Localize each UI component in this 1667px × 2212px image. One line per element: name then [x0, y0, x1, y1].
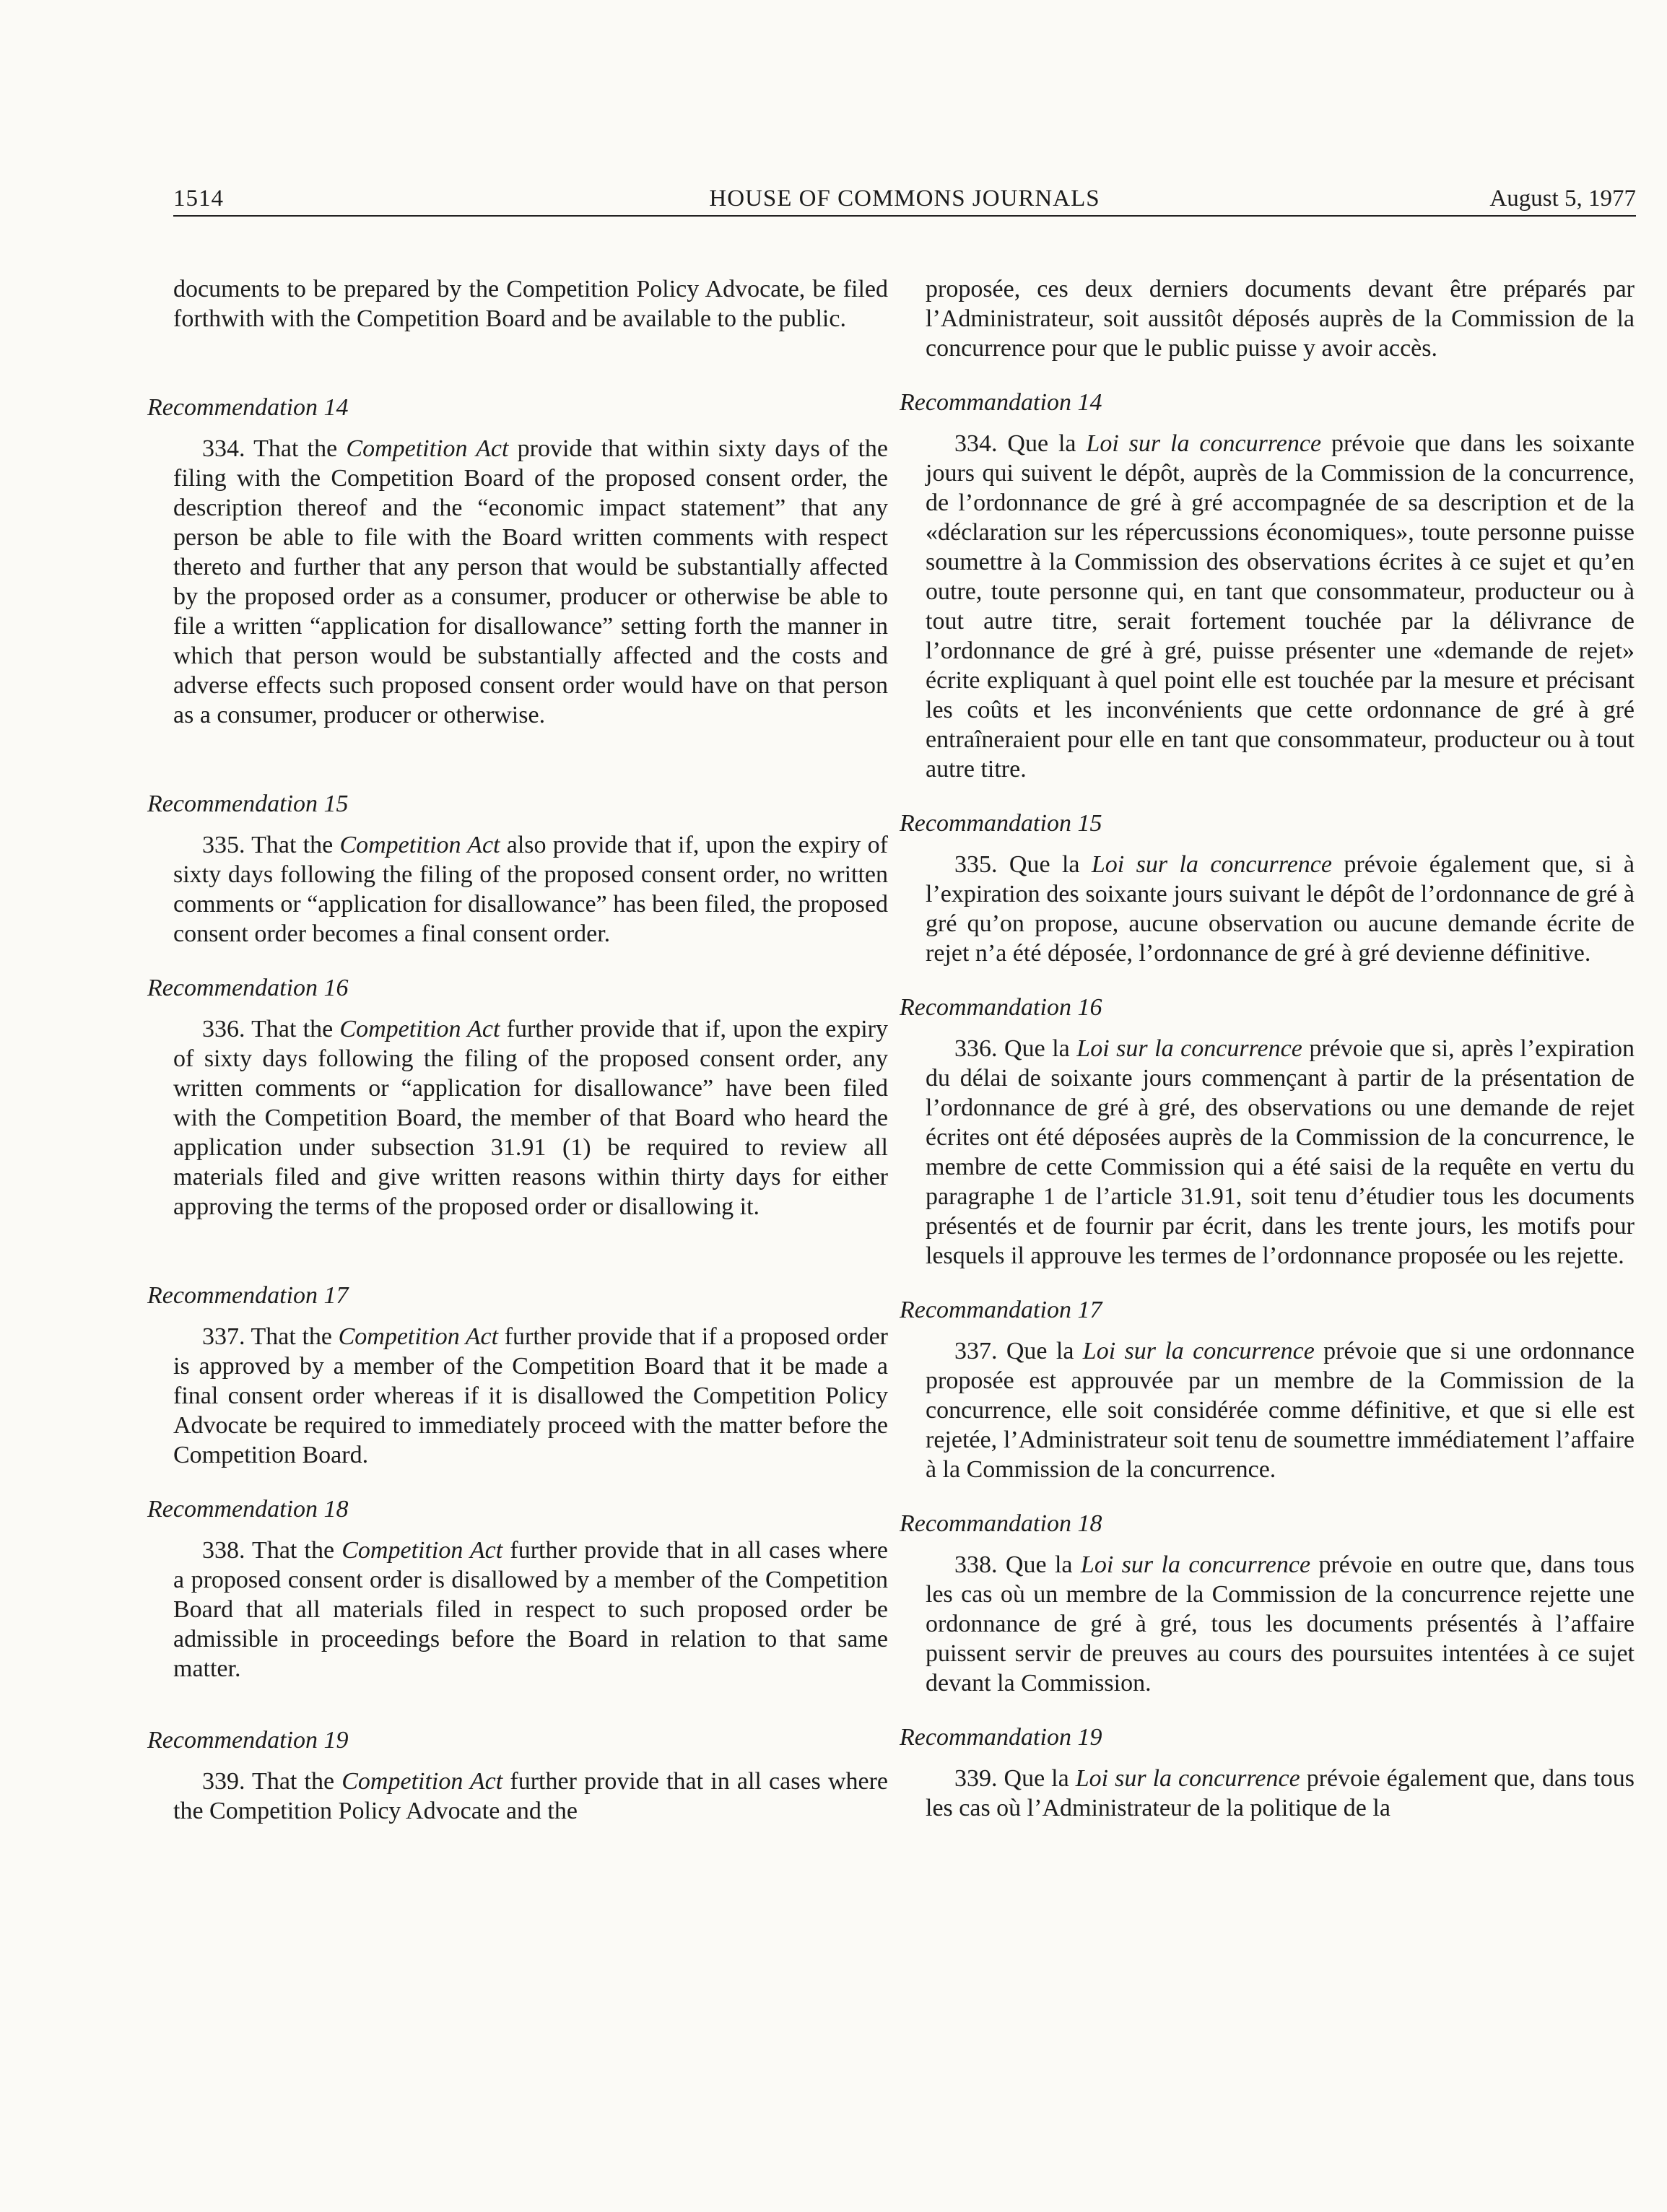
intro-paragraph: documents to be prepared by the Competition Policy Advocate, be filed forthwith with the Competition Board and be available to the public. — [173, 276, 888, 332]
recommendation-paragraph: 336. That the Competition Act further provide that if, upon the expiry of sixty days following the filing of the proposed consent order, any written comments or “application for disallowance” have been filed with the Competition Board, the member of that Board who heard the application under subsection 31.91 (1) be required to review all materials filed and give written reasons within thirty days for either approving the terms of the proposed order or disallowing it. — [173, 1016, 889, 1220]
recommendation-paragraph: 335. Que la Loi sur la concurrence prévoie également que, si à l’expiration des soixante jours suivant le dépôt de l’ordonnance de gré à gré qu’on propose, aucune observation ou aucune demande écrite de rejet n’a été déposée, l’ordonnance de gré à gré devienne définitive. — [926, 851, 1635, 967]
recommendation-heading: Recommandation 17 — [900, 1297, 1102, 1323]
page-number: 1514 — [173, 186, 224, 212]
recommendation-paragraph: 339. That the Competition Act further provide that in all cases where the Competition Policy Advocate and the — [173, 1768, 888, 1824]
journal-date: August 5, 1977 — [1489, 186, 1636, 212]
recommendation-heading: Recommandation 15 — [900, 810, 1102, 837]
recommendation-paragraph: 334. That the Competition Act provide that within sixty days of the filing with the Competition Board of the proposed consent order, the description thereof and the “economic impact statement” that any person be able to file with the Board written comments with respect thereto and further that any person that would be substantially affected by the proposed order as a consumer, producer or otherwise be able to file a written “application for disallowance” setting forth the manner in which that person would be substantially affected and the costs and adverse effects such proposed consent order would have on that person as a consumer, producer or otherwise. — [173, 435, 888, 728]
recommendation-paragraph: 337. Que la Loi sur la concurrence prévoie que si une ordonnance proposée est approuvée par un membre de la Commission de la concurrence, elle soit considérée comme définitive, et que si elle est rejetée, l’Administrateur soit tenu de soumettre immédiatement l’affaire à la Commission de la concurrence. — [926, 1338, 1635, 1483]
recommendation-heading: Recommandation 18 — [900, 1510, 1102, 1537]
recommendation-heading: Recommandation 14 — [900, 389, 1102, 416]
intro-paragraph: proposée, ces deux derniers documents devant être préparés par l’Administrateur, soit aussitôt déposés auprès de la Commission de la concurrence pour que le public puisse y avoir accès. — [926, 276, 1635, 362]
recommendation-heading: Recommendation 14 — [147, 394, 349, 421]
page-header — [173, 173, 1636, 217]
recommendation-heading: Recommandation 19 — [900, 1724, 1102, 1751]
recommendation-heading: Recommendation 18 — [147, 1496, 349, 1523]
recommendation-heading: Recommendation 15 — [147, 791, 349, 817]
journal-title: HOUSE OF COMMONS JOURNALS — [709, 186, 1100, 212]
french-column — [900, 274, 1635, 1823]
recommendation-paragraph: 336. Que la Loi sur la concurrence prévoie que si, après l’expiration du délai de soixante jours commençant à partir de la présentation de l’ordonnance de gré à gré, des observations ou une demande de rejet écrites ont été déposées auprès de la Commission de la concurrence, le membre de cette Commission qui a été saisi de la requête en vertu du paragraphe 1 de l’article 31.91, soit tenu d’étudier tous les documents présentés et de fournir par écrit, dans les trente jours, les motifs pour lesquels il approuve les termes de l’ordonnance proposée ou les rejette. — [926, 1035, 1635, 1269]
recommendation-paragraph: 337. That the Competition Act further provide that if a proposed order is approved by a member of the Competition Board that it be made a final consent order whereas if it is disallowed the Competition Policy Advocate be required to immediately proceed with the matter before the Competition Board. — [173, 1323, 888, 1468]
recommendation-heading: Recommendation 17 — [147, 1282, 349, 1309]
recommendation-heading: Recommendation 16 — [147, 975, 349, 1001]
recommendation-paragraph: 338. That the Competition Act further provide that in all cases where a proposed consent order is disallowed by a member of the Competition Board that all materials filed in respect to such proposed order be admissible in proceedings before the Board in relation to that same matter. — [173, 1537, 888, 1682]
recommendation-paragraph: 335. That the Competition Act also provide that if, upon the expiry of sixty days following the filing of the proposed consent order, no written comments or “application for disallowance” has been filed, the proposed consent order becomes a final consent order. — [173, 832, 888, 947]
recommendation-paragraph: 334. Que la Loi sur la concurrence prévoie que dans les soixante jours qui suivent le dépôt, auprès de la Commission de la concurrence, de l’ordonnance de gré à gré accompagnée de sa description et de la «déclaration sur les répercussions économiques», toute personne puisse soumettre à la Commission des observations écrites à ce sujet et qu’en outre, toute personne qui, en tant que consommateur, producteur ou à tout autre titre, serait fortement touchée par la délivrance de l’ordonnance de gré à gré, puisse présenter une «demande de rejet» écrite expliquant à quel point elle est touchée par la mesure et précisant les coûts et les inconvénients que cette ordonnance de gré à gré entraîneraient pour elle en tant que consommateur, producteur ou à tout autre titre. — [926, 430, 1635, 783]
recommendation-heading: Recommendation 19 — [147, 1727, 349, 1754]
recommendation-paragraph: 338. Que la Loi sur la concurrence prévoie en outre que, dans tous les cas où un membre de la Commission de la concurrence rejette une ordonnance de gré à gré, tous les documents présentés à l’affaire puissent servir de preuves au cours des poursuites intentées à ce sujet devant la Commission. — [926, 1551, 1635, 1697]
english-column — [147, 274, 889, 1826]
recommendation-heading: Recommandation 16 — [900, 994, 1102, 1021]
recommendation-paragraph: 339. Que la Loi sur la concurrence prévoie également que, dans tous les cas où l’Administrateur de la politique de la — [926, 1765, 1635, 1821]
